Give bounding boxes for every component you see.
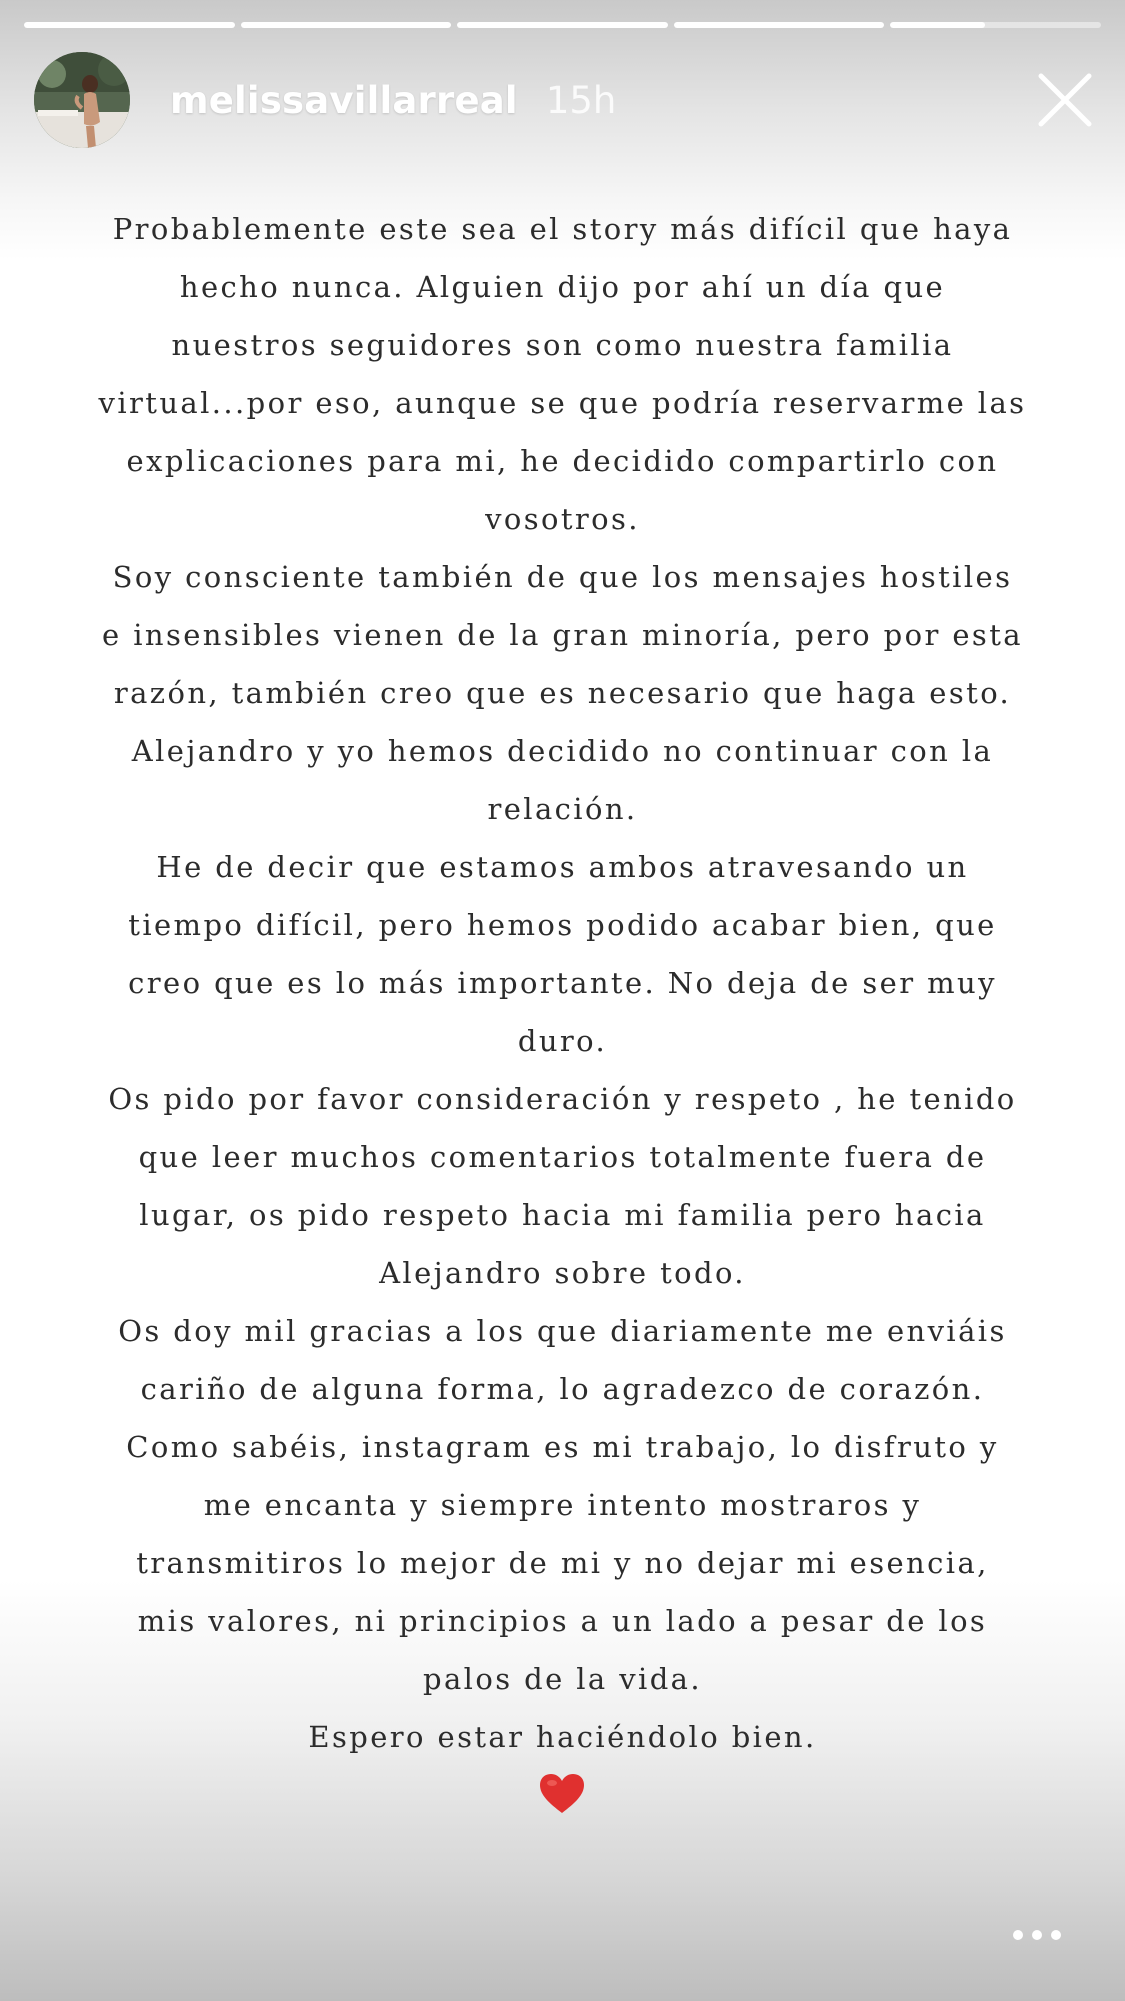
progress-segment [890, 22, 1101, 28]
story-text-line: He de decir que estamos ambos atravesando un [156, 850, 969, 884]
close-button[interactable] [1035, 70, 1095, 130]
story-text-line: tiempo difícil, pero hemos podido acabar bien, que [128, 908, 997, 942]
story-text-line: Os doy mil gracias a los que diariamente me enviáis [118, 1314, 1007, 1348]
story-text-line: mis valores, ni principios a un lado a pesar de los [137, 1604, 988, 1638]
more-horizontal-icon [1032, 1930, 1042, 1940]
story-text-line: hecho nunca. Alguien dijo por ahí un día que [179, 270, 946, 304]
avatar[interactable] [34, 52, 130, 148]
story-text-line: explicaciones para mi, he decidido compartirlo con [126, 444, 999, 478]
more-horizontal-icon [1013, 1930, 1023, 1940]
story-text-line: relación. [487, 792, 638, 826]
progress-segment [241, 22, 452, 28]
story-text-line: Soy consciente también de que los mensajes hostiles [112, 560, 1013, 594]
progress-fill [890, 22, 985, 28]
progress-fill [674, 22, 885, 28]
story-text-line: Os pido por favor consideración y respeto , he tenido [108, 1082, 1017, 1116]
story-text-line: transmitiros lo mejor de mi y no dejar mi esencia, [136, 1546, 989, 1580]
progress-segment [457, 22, 668, 28]
story-timestamp: 15h [545, 78, 617, 122]
heart-emoji [539, 1773, 585, 1815]
close-icon [1035, 70, 1095, 130]
progress-segment [674, 22, 885, 28]
story-text-line: que leer muchos comentarios totalmente fuera de [138, 1140, 987, 1174]
story-header [34, 52, 1095, 148]
story-text-line: me encanta y siempre intento mostraros y [203, 1488, 922, 1522]
progress-segment [24, 22, 235, 28]
story-text-line: lugar, os pido respeto hacia mi familia pero hacia [139, 1198, 986, 1232]
story-text-line: nuestros seguidores son como nuestra familia [171, 328, 954, 362]
story-text-line: e insensibles vienen de la gran minoría, pero por esta [102, 618, 1023, 652]
story-progress-bar [24, 22, 1101, 28]
story-text-line: cariño de alguna forma, lo agradezco de corazón. [140, 1372, 985, 1406]
story-text-line: virtual...por eso, aunque se que podría reservarme las [98, 386, 1027, 420]
more-horizontal-icon [1051, 1930, 1061, 1940]
progress-fill [24, 22, 235, 28]
username[interactable]: melissavillarreal [170, 78, 518, 122]
progress-fill [241, 22, 452, 28]
story-text-line: razón, también creo que es necesario que haga esto. [113, 676, 1012, 710]
progress-fill [457, 22, 668, 28]
story-text-line: Probablemente este sea el story más difícil que haya [112, 212, 1013, 246]
story-text-line: palos de la vida. [423, 1662, 702, 1696]
story-text-line: duro. [517, 1024, 608, 1058]
story-text [96, 200, 1029, 1766]
avatar-photo [34, 52, 130, 148]
story-text-line: Alejandro y yo hemos decidido no continuar con la [131, 734, 994, 768]
story-text-line: creo que es lo más importante. No deja de ser muy [128, 966, 997, 1000]
heart-icon [539, 1773, 585, 1815]
story-text-line: Espero estar haciéndolo bien. [308, 1720, 817, 1754]
more-options-button[interactable] [1013, 1918, 1061, 1952]
story-text-line: Como sabéis, instagram es mi trabajo, lo disfruto y [126, 1430, 999, 1464]
story-text-line: Alejandro sobre todo. [379, 1256, 746, 1290]
story-text-line: vosotros. [485, 502, 640, 536]
